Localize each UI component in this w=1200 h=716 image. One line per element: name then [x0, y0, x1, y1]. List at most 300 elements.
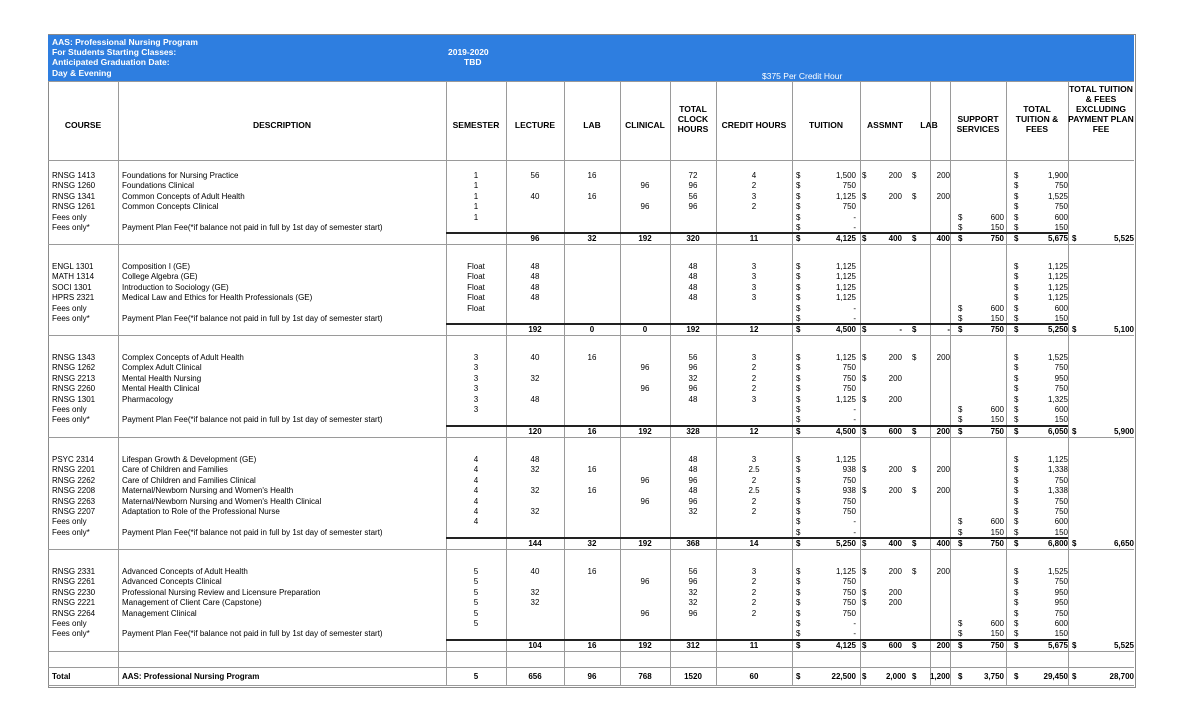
subtotal-clock: 192: [686, 325, 700, 334]
semester: 4: [473, 455, 479, 464]
course-code: Fees only*: [52, 629, 90, 638]
total-value-currency: $: [1014, 497, 1019, 506]
semester: 5: [473, 619, 479, 628]
assmnt-value-currency: $: [862, 374, 867, 383]
total-value: 1,125: [1047, 262, 1068, 271]
subtotal-excluding-currency: $: [1072, 427, 1077, 436]
total-value-currency: $: [1014, 405, 1019, 414]
course-description: Payment Plan Fee(*if balance not paid in full by 1st day of semester start): [122, 314, 383, 323]
tuition-value-currency: $: [796, 272, 801, 281]
tuition-value-currency: $: [796, 314, 801, 323]
total-value-currency: $: [1014, 629, 1019, 638]
total-value-currency: $: [1014, 272, 1019, 281]
grand-total-clinical: 768: [638, 672, 652, 681]
lab-fee-value-currency: $: [912, 192, 917, 201]
subtotal-lecture: 192: [528, 325, 542, 334]
clock-hours: 72: [688, 171, 698, 180]
tuition-value-currency: $: [796, 405, 801, 414]
lab-fee-value: 200: [936, 486, 950, 495]
course-code: Fees only*: [52, 528, 90, 537]
grand-total-support-currency: $: [958, 672, 963, 681]
total-value: 750: [1054, 476, 1068, 485]
tuition-value: 750: [842, 384, 856, 393]
support-value-currency: $: [958, 304, 963, 313]
credit-hours: 2: [751, 588, 757, 597]
course-description: Maternal/Newborn Nursing and Women's Health: [122, 486, 294, 495]
course-code: ENGL 1301: [52, 262, 94, 271]
grand-total-credit: 60: [749, 672, 759, 681]
course-description: Maternal/Newborn Nursing and Women's Health Clinical: [122, 497, 322, 506]
lecture-hours: 48: [530, 272, 540, 281]
total-value: 1,125: [1047, 283, 1068, 292]
total-value: 600: [1054, 619, 1068, 628]
grand-total-lab: 96: [587, 672, 597, 681]
clock-hours: 48: [688, 486, 698, 495]
support-value: 600: [990, 619, 1004, 628]
semester: 4: [473, 497, 479, 506]
subtotal-clinical: 192: [638, 539, 652, 548]
lab-fee-value-currency: $: [912, 486, 917, 495]
course-description: Professional Nursing Review and Licensure Preparation: [122, 588, 321, 597]
subtotal-assmnt: -: [899, 325, 902, 334]
lab-fee-value: 200: [936, 353, 950, 362]
total-value-currency: $: [1014, 415, 1019, 424]
lab-hours: 16: [587, 486, 597, 495]
tuition-value-currency: $: [796, 293, 801, 302]
course-description: Care of Children and Families Clinical: [122, 476, 256, 485]
total-value: 750: [1054, 577, 1068, 586]
subtotal-support-currency: $: [958, 427, 963, 436]
subtotal-excluding: 6,650: [1113, 539, 1134, 548]
subtotal-lecture: 96: [530, 234, 540, 243]
tuition-value: -: [853, 213, 856, 222]
semester: 3: [473, 353, 479, 362]
course-code: RNSG 2230: [52, 588, 96, 597]
course-description: Foundations Clinical: [122, 181, 195, 190]
tuition-value-currency: $: [796, 486, 801, 495]
semester: 3: [473, 374, 479, 383]
header-clinical: CLINICAL: [625, 120, 665, 130]
credit-hours: 2.5: [748, 465, 760, 474]
support-value: 600: [990, 405, 1004, 414]
total-value-currency: $: [1014, 517, 1019, 526]
clock-hours: 96: [688, 181, 698, 190]
clock-hours: 96: [688, 497, 698, 506]
subtotal-clock: 368: [686, 539, 700, 548]
support-value: 150: [990, 528, 1004, 537]
grand-total-excluding-currency: $: [1072, 672, 1077, 681]
tuition-value-currency: $: [796, 181, 801, 190]
subtotal-clock: 328: [686, 427, 700, 436]
credit-hours: 2.5: [748, 486, 760, 495]
subtotal-lab-fee-currency: $: [912, 325, 917, 334]
lab-fee-value: 200: [936, 171, 950, 180]
subtotal-support: 750: [990, 234, 1004, 243]
total-value: 750: [1054, 202, 1068, 211]
total-value: 750: [1054, 384, 1068, 393]
semester: 1: [473, 202, 479, 211]
support-value: 150: [990, 629, 1004, 638]
total-value: 600: [1054, 213, 1068, 222]
assmnt-value-currency: $: [862, 171, 867, 180]
clock-hours: 96: [688, 609, 698, 618]
clock-hours: 96: [688, 202, 698, 211]
total-value-currency: $: [1014, 567, 1019, 576]
subtotal-credit: 12: [749, 427, 759, 436]
semester: Float: [467, 262, 485, 271]
tuition-value-currency: $: [796, 577, 801, 586]
column-divider: [950, 81, 951, 686]
support-value-currency: $: [958, 314, 963, 323]
banner-start: For Students Starting Classes:: [52, 47, 177, 57]
clinical-hours: 96: [640, 181, 650, 190]
subtotal-total-currency: $: [1014, 427, 1019, 436]
tuition-value-currency: $: [796, 497, 801, 506]
tuition-value-currency: $: [796, 598, 801, 607]
subtotal-support-currency: $: [958, 641, 963, 650]
tuition-value-currency: $: [796, 395, 801, 404]
lecture-hours: 32: [530, 598, 540, 607]
subtotal-lab: 16: [587, 641, 597, 650]
tuition-value-currency: $: [796, 262, 801, 271]
course-code: RNSG 2207: [52, 507, 96, 516]
assmnt-value: 200: [888, 465, 902, 474]
course-code: RNSG 2264: [52, 609, 96, 618]
course-code: Fees only: [52, 619, 87, 628]
subtotal-tuition-currency: $: [796, 641, 801, 650]
subtotal-support: 750: [990, 325, 1004, 334]
total-value-currency: $: [1014, 171, 1019, 180]
clock-hours: 32: [688, 374, 698, 383]
subtotal-support: 750: [990, 641, 1004, 650]
subtotal-credit: 11: [749, 234, 759, 243]
course-description: Adaptation to Role of the Professional Nurse: [122, 507, 280, 516]
clinical-hours: 96: [640, 363, 650, 372]
support-value: 150: [990, 415, 1004, 424]
subtotal-clinical: 192: [638, 234, 652, 243]
subtotal-excluding: 5,525: [1113, 234, 1134, 243]
tuition-value: 1,125: [835, 272, 856, 281]
lecture-hours: 40: [530, 567, 540, 576]
tuition-value: -: [853, 629, 856, 638]
total-value-currency: $: [1014, 507, 1019, 516]
tuition-value-currency: $: [796, 619, 801, 628]
grand-total-lab-fee: 1,200: [929, 672, 950, 681]
tuition-value-currency: $: [796, 528, 801, 537]
course-description: Payment Plan Fee(*if balance not paid in full by 1st day of semester start): [122, 528, 383, 537]
subtotal-excluding-currency: $: [1072, 539, 1077, 548]
total-value: 600: [1054, 517, 1068, 526]
tuition-value: 1,125: [835, 293, 856, 302]
tuition-value: 938: [842, 465, 856, 474]
course-description: Payment Plan Fee(*if balance not paid in full by 1st day of semester start): [122, 415, 383, 424]
total-value: 750: [1054, 181, 1068, 190]
assmnt-value: 200: [888, 486, 902, 495]
tuition-value: 750: [842, 363, 856, 372]
clock-hours: 32: [688, 507, 698, 516]
course-description: Advanced Concepts of Adult Health: [122, 567, 248, 576]
semester: 3: [473, 384, 479, 393]
grand-total-total: 29,450: [1043, 672, 1068, 681]
lecture-hours: 32: [530, 486, 540, 495]
lecture-hours: 32: [530, 465, 540, 474]
total-value: 1,125: [1047, 272, 1068, 281]
lab-fee-value-currency: $: [912, 465, 917, 474]
header-top-line: [48, 81, 1134, 82]
support-value-currency: $: [958, 517, 963, 526]
tuition-value: 750: [842, 588, 856, 597]
course-code: PSYC 2314: [52, 455, 94, 464]
subtotal-tuition: 4,125: [835, 641, 856, 650]
course-code: Fees only: [52, 213, 87, 222]
subtotal-tuition: 4,500: [835, 427, 856, 436]
tuition-value-currency: $: [796, 283, 801, 292]
subtotal-credit: 11: [749, 641, 759, 650]
lab-hours: 16: [587, 171, 597, 180]
subtotal-assmnt-currency: $: [862, 234, 867, 243]
course-description: Medical Law and Ethics for Health Professionals (GE): [122, 293, 313, 302]
semester: Float: [467, 283, 485, 292]
course-code: RNSG 1260: [52, 181, 96, 190]
assmnt-value-currency: $: [862, 486, 867, 495]
tuition-value-currency: $: [796, 609, 801, 618]
header-semester: SEMESTER: [452, 120, 500, 130]
subtotal-lab: 16: [587, 427, 597, 436]
semester: 1: [473, 171, 479, 180]
total-value: 1,338: [1047, 486, 1068, 495]
header-assmnt: ASSMNT: [867, 120, 903, 130]
total-value-currency: $: [1014, 395, 1019, 404]
support-value: 150: [990, 314, 1004, 323]
course-description: Payment Plan Fee(*if balance not paid in full by 1st day of semester start): [122, 223, 383, 232]
subtotal-tuition-currency: $: [796, 539, 801, 548]
clock-hours: 96: [688, 384, 698, 393]
clock-hours: 56: [688, 567, 698, 576]
course-code: RNSG 1341: [52, 192, 96, 201]
total-value-currency: $: [1014, 609, 1019, 618]
subtotal-lab-fee: 200: [936, 641, 950, 650]
course-code: RNSG 2221: [52, 598, 96, 607]
course-code: RNSG 2213: [52, 374, 96, 383]
semester: 5: [473, 588, 479, 597]
course-code: RNSG 2331: [52, 567, 96, 576]
subtotal-total-currency: $: [1014, 539, 1019, 548]
course-code: RNSG 2201: [52, 465, 96, 474]
total-value: 1,338: [1047, 465, 1068, 474]
support-value: 150: [990, 223, 1004, 232]
credit-hours: 3: [751, 395, 757, 404]
tuition-value-currency: $: [796, 363, 801, 372]
subtotal-lab-fee: 200: [936, 427, 950, 436]
clock-hours: 96: [688, 363, 698, 372]
total-value-currency: $: [1014, 304, 1019, 313]
subtotal-clinical: 0: [642, 325, 648, 334]
course-code: RNSG 2260: [52, 384, 96, 393]
subtotal-excluding: 5,525: [1113, 641, 1134, 650]
banner-graduation: Anticipated Graduation Date:: [52, 57, 170, 67]
course-code: SOCI 1301: [52, 283, 92, 292]
lecture-hours: 40: [530, 353, 540, 362]
subtotal-excluding-currency: $: [1072, 234, 1077, 243]
tuition-value: 1,125: [835, 395, 856, 404]
subtotal-lecture: 104: [528, 641, 542, 650]
lab-fee-value: 200: [936, 192, 950, 201]
credit-hours: 3: [751, 192, 757, 201]
tuition-value-currency: $: [796, 192, 801, 201]
tuition-value-currency: $: [796, 476, 801, 485]
semester: 4: [473, 465, 479, 474]
banner-schedule: Day & Evening: [52, 68, 112, 78]
tuition-value: -: [853, 528, 856, 537]
tuition-value-currency: $: [796, 304, 801, 313]
course-description: Common Concepts Clinical: [122, 202, 219, 211]
course-description: Complex Concepts of Adult Health: [122, 353, 244, 362]
clock-hours: 56: [688, 192, 698, 201]
assmnt-value: 200: [888, 395, 902, 404]
grand-total-excluding: 28,700: [1109, 672, 1134, 681]
total-value-currency: $: [1014, 598, 1019, 607]
header-total-excluding-payment-plan: TOTAL TUITION & FEES EXCLUDING PAYMENT PLAN FEE: [1068, 84, 1134, 134]
total-value-currency: $: [1014, 465, 1019, 474]
total-value-currency: $: [1014, 262, 1019, 271]
subtotal-excluding: 5,100: [1113, 325, 1134, 334]
lab-hours: 16: [587, 353, 597, 362]
tuition-value: 750: [842, 202, 856, 211]
subtotal-assmnt-currency: $: [862, 539, 867, 548]
subtotal-lab-fee-currency: $: [912, 234, 917, 243]
credit-hours: 3: [751, 567, 757, 576]
total-value: 1,125: [1047, 455, 1068, 464]
course-description: Management Clinical: [122, 609, 197, 618]
assmnt-value: 200: [888, 598, 902, 607]
total-value: 150: [1054, 629, 1068, 638]
course-code: RNSG 2261: [52, 577, 96, 586]
subtotal-total-currency: $: [1014, 325, 1019, 334]
semester: 3: [473, 405, 479, 414]
lab-hours: 16: [587, 567, 597, 576]
total-value-currency: $: [1014, 353, 1019, 362]
subtotal-support-currency: $: [958, 325, 963, 334]
clock-hours: 48: [688, 455, 698, 464]
subtotal-bottom-line: [48, 244, 1134, 245]
assmnt-value: 200: [888, 588, 902, 597]
course-description: Payment Plan Fee(*if balance not paid in full by 1st day of semester start): [122, 629, 383, 638]
lab-hours: 16: [587, 192, 597, 201]
credit-hours: 2: [751, 384, 757, 393]
banner-rate: $375 Per Credit Hour: [762, 71, 843, 81]
subtotal-bottom-line: [48, 335, 1134, 336]
tuition-value-currency: $: [796, 353, 801, 362]
subtotal-total-currency: $: [1014, 234, 1019, 243]
semester: 3: [473, 363, 479, 372]
support-value-currency: $: [958, 629, 963, 638]
credit-hours: 3: [751, 455, 757, 464]
total-value-currency: $: [1014, 619, 1019, 628]
subtotal-total: 5,250: [1047, 325, 1068, 334]
course-code: Fees only*: [52, 314, 90, 323]
grand-total-program: AAS: Professional Nursing Program: [122, 672, 260, 681]
credit-hours: 3: [751, 283, 757, 292]
total-value: 150: [1054, 415, 1068, 424]
subtotal-tuition: 4,125: [835, 234, 856, 243]
column-divider: [860, 81, 861, 686]
subtotal-assmnt-currency: $: [862, 427, 867, 436]
subtotal-total: 6,050: [1047, 427, 1068, 436]
lecture-hours: 56: [530, 171, 540, 180]
total-value-currency: $: [1014, 577, 1019, 586]
course-description: Care of Children and Families: [122, 465, 228, 474]
tuition-value: -: [853, 405, 856, 414]
tuition-value-currency: $: [796, 455, 801, 464]
clock-hours: 96: [688, 476, 698, 485]
course-code: RNSG 1261: [52, 202, 96, 211]
subtotal-assmnt: 600: [888, 641, 902, 650]
course-code: Fees only: [52, 304, 87, 313]
header-total-tuition-fees: TOTAL TUITION & FEES: [1015, 104, 1059, 134]
semester: 3: [473, 395, 479, 404]
total-value-currency: $: [1014, 192, 1019, 201]
total-value-currency: $: [1014, 223, 1019, 232]
total-value-currency: $: [1014, 202, 1019, 211]
assmnt-value: 200: [888, 171, 902, 180]
credit-hours: 3: [751, 353, 757, 362]
course-code: RNSG 1413: [52, 171, 96, 180]
total-value: 750: [1054, 363, 1068, 372]
subtotal-lab: 32: [587, 539, 597, 548]
course-code: RNSG 1262: [52, 363, 96, 372]
clinical-hours: 96: [640, 476, 650, 485]
assmnt-value: 200: [888, 192, 902, 201]
lecture-hours: 48: [530, 262, 540, 271]
assmnt-value-currency: $: [862, 465, 867, 474]
support-value-currency: $: [958, 528, 963, 537]
clock-hours: 48: [688, 293, 698, 302]
tuition-value: -: [853, 223, 856, 232]
header-support-services: SUPPORT SERVICES: [956, 114, 1000, 134]
credit-hours: 2: [751, 202, 757, 211]
tuition-value: 750: [842, 598, 856, 607]
subtotal-assmnt-currency: $: [862, 325, 867, 334]
course-code: RNSG 2262: [52, 476, 96, 485]
semester: 4: [473, 517, 479, 526]
semester: Float: [467, 272, 485, 281]
tuition-value-currency: $: [796, 213, 801, 222]
total-value: 1,525: [1047, 192, 1068, 201]
total-value-currency: $: [1014, 181, 1019, 190]
subtotal-support: 750: [990, 427, 1004, 436]
total-value-currency: $: [1014, 363, 1019, 372]
subtotal-bottom-line: [48, 651, 1134, 652]
clock-hours: 56: [688, 353, 698, 362]
semester: 1: [473, 192, 479, 201]
total-value: 1,325: [1047, 395, 1068, 404]
credit-hours: 2: [751, 609, 757, 618]
credit-hours: 2: [751, 374, 757, 383]
subtotal-lab: 32: [587, 234, 597, 243]
grand-total-lecture: 656: [528, 672, 542, 681]
course-description: Mental Health Clinical: [122, 384, 200, 393]
course-description: College Algebra (GE): [122, 272, 198, 281]
subtotal-support-currency: $: [958, 539, 963, 548]
total-value: 950: [1054, 374, 1068, 383]
column-divider: [792, 81, 793, 686]
credit-hours: 3: [751, 293, 757, 302]
assmnt-value-currency: $: [862, 353, 867, 362]
header-total-clock-hours: TOTAL CLOCK HOURS: [677, 104, 709, 134]
subtotal-lecture: 120: [528, 427, 542, 436]
subtotal-lab-fee-currency: $: [912, 427, 917, 436]
course-code: RNSG 2208: [52, 486, 96, 495]
